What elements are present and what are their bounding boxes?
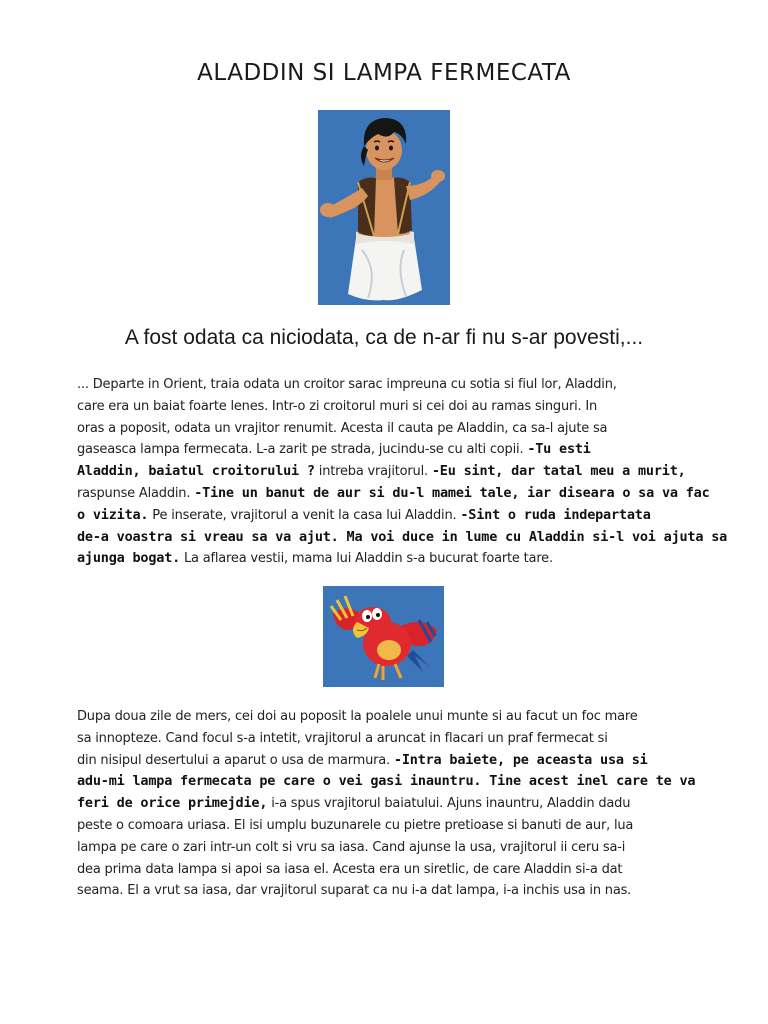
dialogue-text: feri de orice primejdie,	[77, 795, 268, 812]
text-line: lampa pe care o zari intr-un colt si vru sa iasa. Cand ajunse la usa, vrajitorul ii ceru sa-i	[77, 839, 626, 855]
text-line: care era un baiat foarte lenes. Intr-o zi croitorul muri si cei doi au ramas singuri. In	[77, 398, 598, 414]
dialogue-text: o vizita.	[77, 506, 149, 523]
text-line: peste o comoara uriasa. El isi umplu buzunarele cu pietre pretioase si banuti de aur, lua	[77, 817, 634, 833]
text-line: Dupa doua zile de mers, cei doi au poposit la poalele unui munte si au facut un foc mare	[77, 709, 638, 724]
text-line	[77, 505, 697, 527]
dialogue-text: ajunga bogat.	[77, 550, 181, 567]
iago-illustration	[323, 586, 444, 687]
text-line: sa innopteze. Cand focul s-a intetit, vrajitorul a aruncat in flacari un praf fermecat si	[77, 730, 608, 746]
dialogue-text: -Tine un banut de aur si du-l mamei tale, iar diseara o sa va fac	[194, 484, 710, 501]
dialogue-text: -Intra baiete, pe aceasta usa si	[393, 751, 648, 768]
dialogue-text: de-a voastra si vreau sa va ajut. Ma voi duce in lume cu Aladdin si-l voi ajuta sa	[77, 528, 728, 545]
dialogue-text: Aladdin, baiatul croitorului ?	[77, 463, 315, 480]
dialogue-text: -Eu sint, dar tatal meu a murit,	[431, 463, 686, 480]
narration-text: La aflarea vestii, mama lui Aladdin s-a bucurat foarte tare.	[180, 551, 553, 567]
text-line	[77, 548, 697, 570]
text-line	[77, 483, 710, 505]
text-line	[77, 527, 728, 549]
text-line: seama. El a vrut sa iasa, dar vrajitorul suparat ca nu i-a dat lampa, i-a inchis usa in nas.	[77, 883, 632, 899]
parrot-figure-icon	[323, 586, 444, 687]
text-line	[77, 439, 697, 461]
story-opening-line: A fost odata ca niciodata, ca de n-ar fi nu s-ar povesti,...	[124, 326, 644, 349]
dialogue-text: -Sint o ruda indepartata	[460, 506, 651, 523]
narration-text: raspunse Aladdin.	[77, 485, 195, 501]
aladdin-illustration	[318, 110, 450, 305]
story-paragraph-1	[77, 374, 728, 570]
story-paragraph-2	[77, 706, 697, 902]
dialogue-text: -Tu esti	[527, 441, 591, 458]
narration-text: din nisipul desertului a aparut o usa de marmura.	[77, 752, 394, 768]
aladdin-figure-icon	[318, 110, 450, 305]
text-line: ... Departe in Orient, traia odata un croitor sarac impreuna cu sotia si fiul lor, Aladdin,	[77, 377, 617, 392]
dialogue-text: adu-mi lampa fermecata pe care o vei gasi inauntru. Tine acest inel care te va	[77, 773, 696, 790]
text-line: oras a poposit, odata un vrajitor renumit. Acesta il cauta pe Aladdin, ca sa-l ajute sa	[77, 420, 608, 436]
document-title: ALADDIN SI LAMPA FERMECATA	[197, 60, 571, 86]
text-line	[77, 750, 697, 772]
text-line	[77, 461, 697, 483]
narration-text: intreba vrajitorul.	[314, 464, 432, 480]
narration-text: Pe inserate, vrajitorul a venit la casa lui Aladdin.	[148, 507, 461, 523]
text-line: dea prima data lampa si apoi sa iasa el. Acesta era un siretlic, de care Aladdin si-a dat	[77, 861, 623, 877]
text-line	[77, 771, 697, 793]
narration-text: i-a spus vrajitorul baiatului. Ajuns inauntru, Aladdin dadu	[267, 796, 631, 812]
text-line	[77, 793, 697, 815]
narration-text: gaseasca lampa fermecata. L-a zarit pe strada, jucindu-se cu alti copii.	[77, 442, 528, 458]
